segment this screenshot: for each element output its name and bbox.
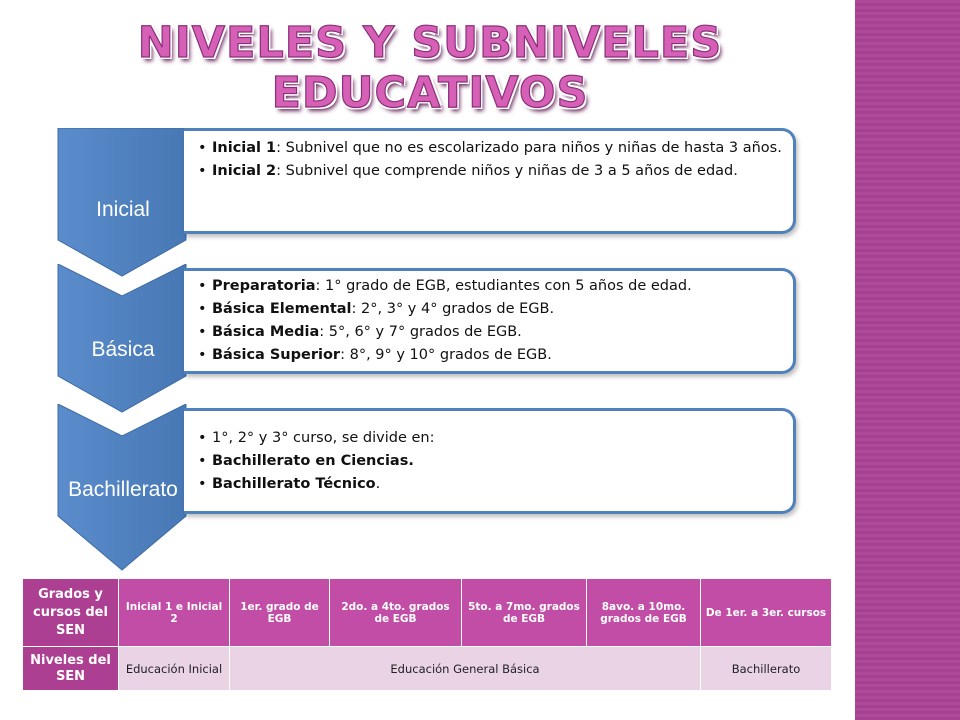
side-decorative-band [855, 0, 960, 720]
level-list-basica [198, 275, 785, 367]
table-cell: 5to. a 7mo. grados de EGB [462, 579, 587, 647]
level-box-inicial [184, 128, 796, 234]
table-cell: 8avo. a 10mo. grados de EGB [587, 579, 701, 647]
title-line-2: EDUCATIVOS [271, 68, 589, 118]
row-header-grados: Grados y cursos del SEN [23, 579, 119, 647]
table-cell: De 1er. a 3er. cursos [701, 579, 832, 647]
title-line-1: NIVELES Y SUBNIVELES [137, 18, 723, 68]
table-cell: Inicial 1 e Inicial 2 [119, 579, 230, 647]
level-box-basica [184, 268, 796, 374]
list-item: • Básica Superior: 8°, 9° y 10° grados de EGB. [212, 344, 785, 367]
list-item: • Preparatoria: 1° grado de EGB, estudiantes con 5 años de edad. [212, 275, 785, 298]
slide-title [60, 18, 800, 118]
list-item: • Inicial 2: Subnivel que comprende niños y niñas de 3 a 5 años de edad. [212, 160, 785, 183]
list-item: • Inicial 1: Subnivel que no es escolarizado para niños y niñas de hasta 3 años. [212, 137, 785, 160]
list-item: • Básica Media: 5°, 6° y 7° grados de EGB. [212, 321, 785, 344]
table-cell: Educación Inicial [119, 647, 230, 691]
row-header-niveles: Niveles del SEN [23, 647, 119, 691]
table-row [23, 579, 832, 647]
level-list-inicial [198, 137, 785, 183]
table-cell: Bachillerato [701, 647, 832, 691]
level-box-bachillerato [184, 408, 796, 514]
list-item: • Bachillerato Técnico. [212, 473, 785, 496]
list-item: • Básica Elemental: 2°, 3° y 4° grados de EGB. [212, 298, 785, 321]
level-list-bachillerato [198, 427, 785, 496]
level-label-inicial: Inicial [96, 198, 150, 221]
list-item: • 1°, 2° y 3° curso, se divide en: [212, 427, 785, 450]
table-row [23, 647, 832, 691]
level-label-basica: Básica [91, 338, 155, 361]
table-cell: Educación General Básica [230, 647, 701, 691]
list-item: • Bachillerato en Ciencias. [212, 450, 785, 473]
sen-table [22, 578, 832, 691]
table-cell: 2do. a 4to. grados de EGB [330, 579, 462, 647]
table-cell: 1er. grado de EGB [230, 579, 330, 647]
level-label-bachillerato: Bachillerato [68, 478, 178, 501]
